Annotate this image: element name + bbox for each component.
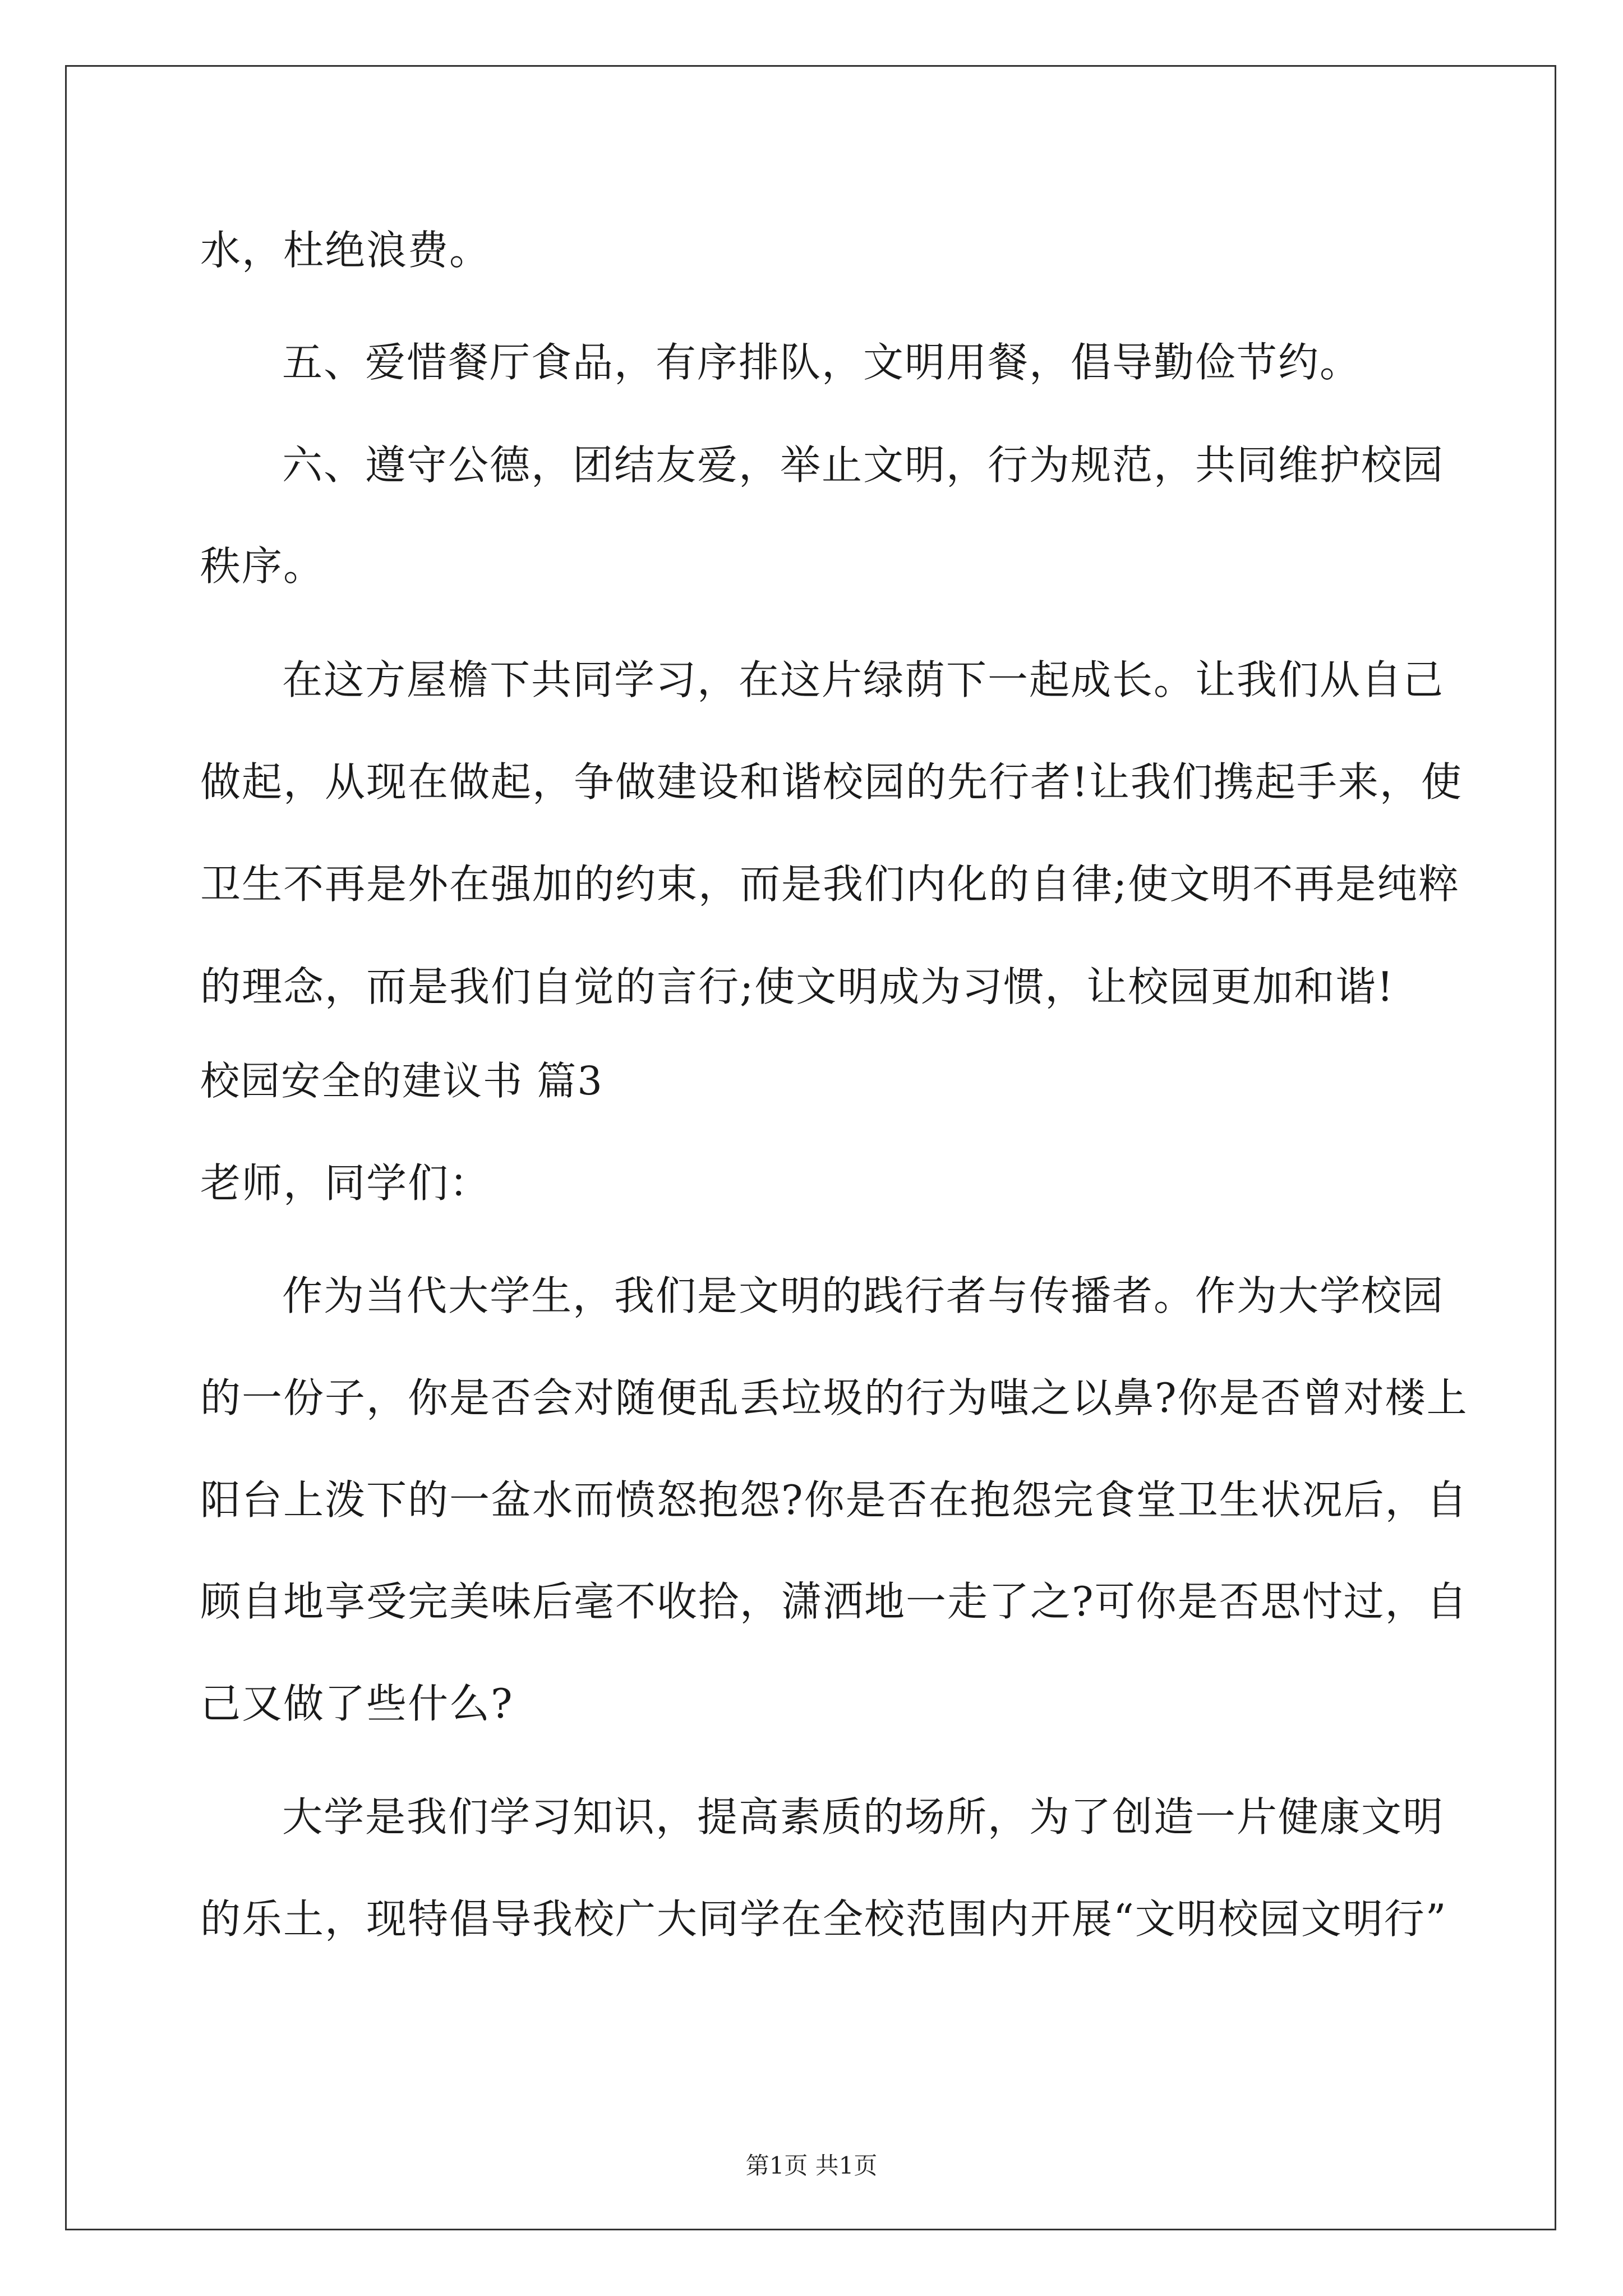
text-line: 的乐土，现特倡导我校广大同学在全校范围内开展“文明校园文明行” <box>200 1895 1447 1943</box>
text-line: 六、遵守公德，团结友爱，举止文明，行为规范，共同维护校园 <box>282 441 1445 489</box>
text-line: 做起，从现在做起，争做建设和谐校园的先行者!让我们携起手来，使 <box>200 758 1463 806</box>
text-line: 的一份子，你是否会对随便乱丢垃圾的行为嗤之以鼻?你是否曾对楼上 <box>200 1374 1468 1421</box>
text-line: 己又做了些什么? <box>200 1680 514 1727</box>
text-line: 的理念，而是我们自觉的言行;使文明成为习惯，让校园更加和谐! <box>200 963 1395 1010</box>
text-line: 在这方屋檐下共同学习，在这片绿荫下一起成长。让我们从自己 <box>282 656 1445 703</box>
text-line: 水，杜绝浪费。 <box>200 227 491 274</box>
text-line: 卫生不再是外在强加的约束，而是我们内化的自律;使文明不再是纯粹 <box>200 861 1460 908</box>
section-heading: 校园安全的建议书 篇3 <box>200 1058 603 1104</box>
page-number-footer: 第1页 共1页 <box>745 2152 878 2179</box>
salutation: 老师，同学们： <box>200 1159 491 1207</box>
text-line: 秩序。 <box>200 542 325 590</box>
text-line: 阳台上泼下的一盆水而愤怒抱怨?你是否在抱怨完食堂卫生状况后，自 <box>200 1476 1468 1524</box>
text-line: 作为当代大学生，我们是文明的践行者与传播者。作为大学校园 <box>282 1272 1445 1319</box>
text-line: 顾自地享受完美味后毫不收拾，潇洒地一走了之?可你是否思忖过，自 <box>200 1578 1468 1625</box>
text-line: 大学是我们学习知识，提高素质的场所，为了创造一片健康文明 <box>282 1793 1445 1841</box>
text-line: 五、爱惜餐厅食品，有序排队，文明用餐，倡导勤俭节约。 <box>282 339 1362 386</box>
